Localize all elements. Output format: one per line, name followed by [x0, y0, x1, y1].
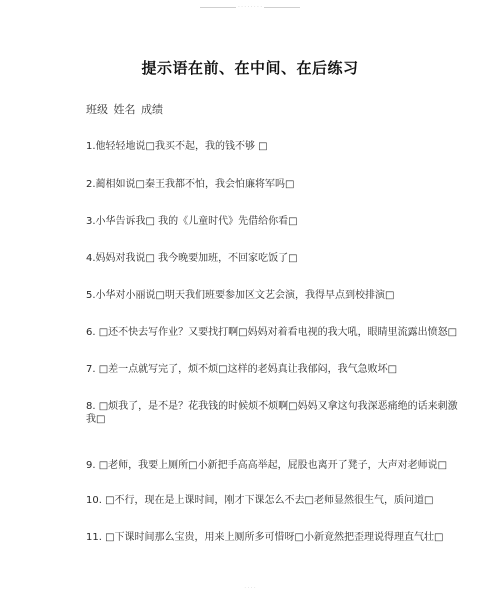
header-mark [200, 3, 300, 11]
exercise-item-2: 2.蔺相如说□秦王我都不怕，我会怕廉将军吗□ [86, 179, 295, 190]
header-rule-right [264, 7, 300, 8]
exercise-item-9: 9. □老师，我要上厕所□小新把手高高举起，屁股也离开了凳子，大声对老师说□ [86, 460, 448, 471]
header-rule-left [200, 7, 236, 8]
exercise-item-10: 10. □不行，现在是上课时间，刚才下课怎么不去□老师显然很生气，质问道□ [86, 495, 434, 506]
exercise-item-1: 1.他轻轻地说□我买不起，我的钱不够 □ [86, 141, 268, 152]
exercise-item-5: 5.小华对小丽说□明天我们班要参加区文艺会演，我得早点到校排演□ [86, 290, 395, 301]
footer-mark: · · · · [244, 585, 256, 591]
class-name-score-line: 班级 姓名 成绩 [86, 103, 163, 116]
exercise-item-6: 6. □还不快去写作业？又要找打啊□妈妈对着看电视的我大吼，眼睛里流露出愤怒□ [86, 327, 458, 338]
page-title: 提示语在前、在中间、在后练习 [141, 59, 359, 77]
exercise-item-7: 7. □差一点就写完了，烦不烦□这样的老妈真让我郁闷，我气急败坏□ [86, 364, 398, 375]
header-text: · · · · · · · · [238, 4, 262, 10]
exercise-item-3: 3.小华告诉我□ 我的《儿童时代》先借给你看□ [86, 216, 298, 227]
exercise-item-8: 8. □烦我了，是不是？花我钱的时候烦不烦啊□妈妈又拿这句我深恶痛绝的话来刺激我□ [86, 401, 458, 425]
exercise-item-4: 4.妈妈对我说□ 我今晚要加班，不回家吃饭了□ [86, 253, 298, 264]
exercise-item-11: 11. □下课时间那么宝贵，用来上厕所多可惜呀□小新竟然把歪理说得理直气壮□ [86, 532, 444, 543]
